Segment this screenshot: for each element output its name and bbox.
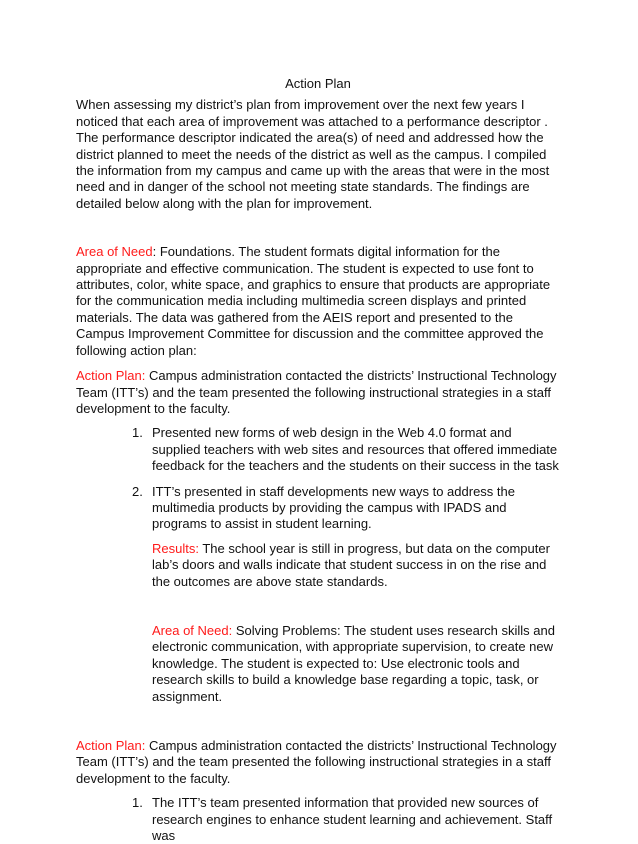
list-item-text: The ITT’s team presented information that provided new sources of research engines to enhance student learning and achievement. Staff was	[152, 795, 553, 844]
action-plan-label: Action Plan:	[76, 738, 146, 753]
section2-area-of-need	[132, 623, 560, 705]
list-item-text: Presented new forms of web design in the Web 4.0 format and supplied teachers with web sites and resources that offered immediate feedback for the teachers and the students on their success in the task	[152, 425, 559, 474]
area-of-need-label: Area of Need:	[152, 622, 233, 638]
action-plan-text: Campus administration contacted the districts’ Instructional Technology Team (ITT’s) and the team presented the following instructional strategies in a staff development to the faculty.	[76, 368, 557, 416]
section2-action-plan	[76, 738, 560, 787]
spacer	[76, 590, 560, 623]
area-of-need-text: Solving Problems: The student uses research skills and electronic communication, with appropriate supervision, to create new knowledge. The student is expected to: Use electronic tools and research skills to build a knowledge base regarding a topic, task, or assignment.	[152, 622, 555, 704]
action-plan-text: Campus administration contacted the districts’ Instructional Technology Team (ITT’s) and the team presented the following instructional strategies in a staff development to the faculty.	[76, 738, 557, 786]
section1-strategy-list	[76, 425, 560, 532]
section2-strategy-list	[76, 795, 560, 844]
action-plan-label: Action Plan:	[76, 368, 146, 384]
list-number: 1.	[132, 425, 143, 441]
spacer	[76, 359, 560, 368]
area-of-need-text: : Foundations. The student formats digital information for the appropriate and effective communication. The student is expected to use font to attributes, color, white space, and graphics to ensure that products are appropriate for the communication media including multimedia screen displays and printed materials. The data was gathered from the AEIS report and presented to the Campus Improvement Committee for discussion and the committee approved the following action plan:	[76, 244, 551, 358]
results-label: Results:	[152, 540, 199, 556]
area-of-need-label: Area of Need	[76, 244, 153, 260]
intro-paragraph: When assessing my district’s plan from improvement over the next few years I noticed that each area of improvement was attached to a performance descriptor . The performance descriptor indicated the area(s) of need and addressed how the district planned to meet the needs of the district as well as the campus. I compiled the information from my campus and came up with the areas that were in the most need and in danger of the school not meeting state standards. The findings are detailed below along with the plan for improvement.	[76, 97, 550, 211]
spacer	[76, 212, 560, 244]
list-number: 2.	[132, 483, 143, 499]
list-item	[132, 484, 560, 533]
section1-results	[132, 541, 560, 590]
list-item-text: ITT’s presented in staff developments new ways to address the multimedia products by providing the campus with IPADS and programs to assist in student learning.	[152, 483, 515, 532]
results-text: The school year is still in progress, but data on the computer lab’s doors and walls indicate that student success in on the rise and the outcomes are above state standards.	[152, 540, 550, 589]
section1-area-of-need	[76, 244, 560, 359]
section1-action-plan	[76, 368, 560, 417]
list-number: 1.	[132, 795, 143, 811]
list-item	[132, 425, 560, 474]
list-item	[132, 795, 560, 844]
spacer	[76, 705, 560, 738]
document-title: Action Plan	[285, 76, 351, 91]
